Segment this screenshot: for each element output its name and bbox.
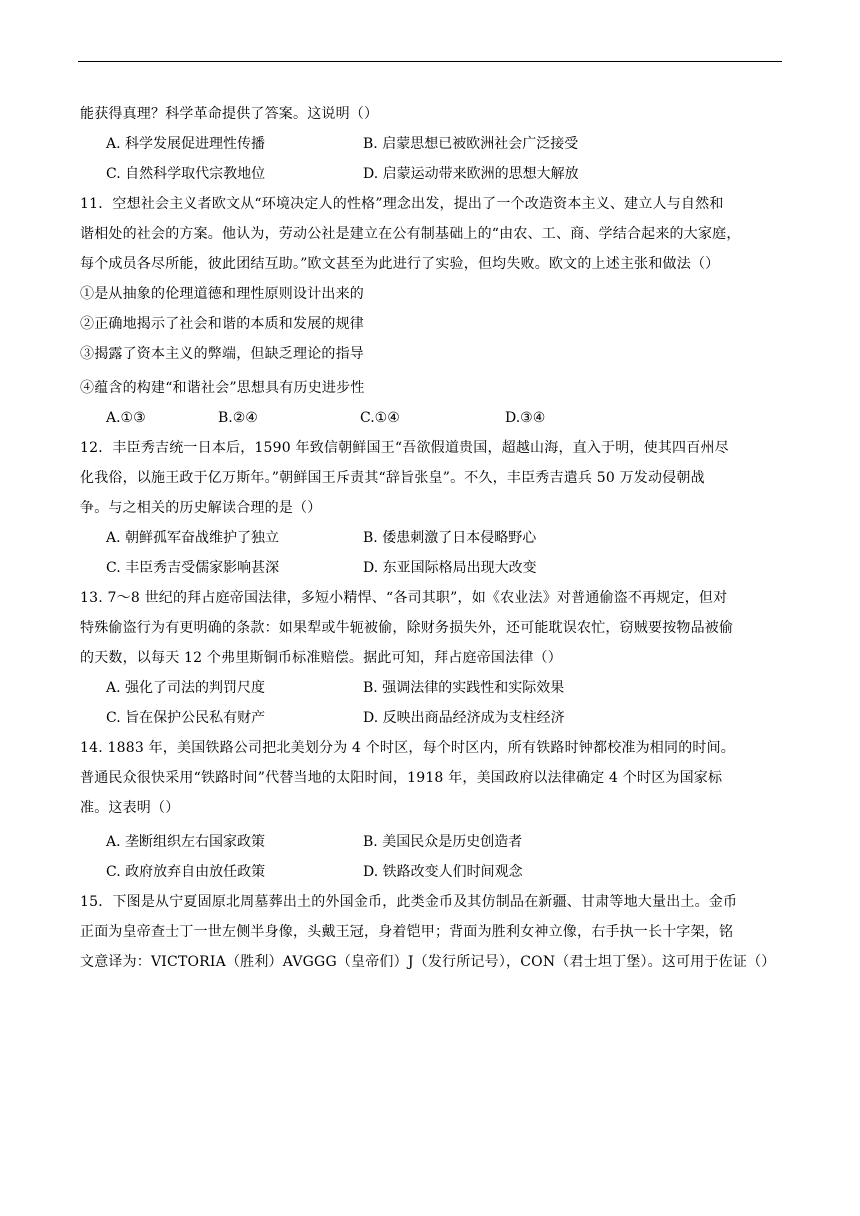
q14-options-row-1: [80, 827, 780, 857]
q14-stem-line: 14. 1883 年，美国铁路公司把北美划分为 4 个时区，每个时区内，所有铁路时钟都校准为相同的时间。: [80, 740, 735, 756]
q11-statement-4: ④蕴含的构建“和谐社会”思想具有历史进步性: [80, 380, 365, 396]
header-rule: [78, 61, 782, 62]
q14-option-c: C. 政府放弃自由放任政策: [106, 864, 266, 880]
q10-option-c: C. 自然科学取代宗教地位: [106, 166, 266, 182]
page-content: [80, 99, 780, 977]
q13-options-row-2: [80, 703, 780, 733]
q13-option-a: A. 强化了司法的判罚尺度: [106, 680, 266, 696]
q13-stem-line: 的天数，以每天 12 个弗里斯铜币标准赔偿。据此可知，拜占庭帝国法律（）: [80, 650, 562, 666]
q11-stem-line: 11．空想社会主义者欧文从“环境决定人的性格”理念出发，提出了一个改造资本主义、建立人与自然和: [80, 196, 724, 212]
q10-options-row-2: [80, 159, 780, 189]
q10-option-a: A. 科学发展促进理性传播: [106, 136, 266, 152]
q11-stem-line: 谐相处的社会的方案。他认为，劳动公社是建立在公有制基础上的“由农、工、商、学结合起来的大家庭，: [80, 226, 741, 242]
q13-option-d: D. 反映出商品经济成为支柱经济: [363, 710, 565, 726]
q11-statement-3: ③揭露了资本主义的弊端，但缺乏理论的指导: [80, 346, 364, 362]
q10-options-row-1: [80, 129, 780, 159]
q11-option-a: A.①③: [106, 410, 146, 426]
q11-option-c: C.①④: [360, 410, 400, 426]
q12-option-c: C. 丰臣秀吉受儒家影响甚深: [106, 560, 280, 576]
q13-option-c: C. 旨在保护公民私有财产: [106, 710, 266, 726]
q13-stem-line: 特殊偷盗行为有更明确的条款：如果犁或牛轭被偷，除财务损失外，还可能耽误农忙，窃贼要按物品被偷: [80, 620, 734, 636]
q11-statement-1: ①是从抽象的伦理道德和理性原则设计出来的: [80, 286, 364, 302]
q15-stem-line: 正面为皇帝查士丁一世左侧半身像，头戴王冠，身着铠甲；背面为胜利女神立像，右手执一长十字架，铭: [80, 924, 734, 940]
q13-option-b: B. 强调法律的实践性和实际效果: [363, 680, 565, 696]
q11-stem-line: 每个成员各尽所能，彼此团结互助。”欧文甚至为此进行了实验，但均失败。欧文的上述主张和做法（）: [80, 256, 720, 272]
q12-stem-line: 争。与之相关的历史解读合理的是（）: [80, 500, 322, 516]
q14-stem-line: 普通民众很快采用“铁路时间”代替当地的太阳时间，1918 年，美国政府以法律确定 4 个时区为国家标: [80, 770, 723, 786]
q12-options-row-2: [80, 553, 780, 583]
q12-options-row-1: [80, 523, 780, 553]
q12-stem-line: 化我俗，以施王政于亿万斯年。”朝鲜国王斥责其“辞旨张皇”。不久，丰臣秀吉遣兵 50 万发动侵朝战: [80, 470, 705, 486]
q14-option-a: A. 垄断组织左右国家政策: [106, 834, 266, 850]
q13-stem-line: 13. 7～8 世纪的拜占庭帝国法律，多短小精悍、“各司其职”，如《农业法》对普通偷盗不再规定，但对: [80, 590, 728, 606]
q11-option-b: B.②④: [218, 410, 258, 426]
q14-option-b: B. 美国民众是历史创造者: [363, 834, 523, 850]
q12-stem-line: 12．丰臣秀吉统一日本后，1590 年致信朝鲜国王“吾欲假道贵国，超越山海，直入于明，使其四百州尽: [80, 440, 729, 456]
q12-option-b: B. 倭患刺激了日本侵略野心: [363, 530, 537, 546]
q11-option-d: D.③④: [505, 410, 546, 426]
q10-option-b: B. 启蒙思想已被欧洲社会广泛接受: [363, 136, 579, 152]
q14-stem-line: 准。这表明（）: [80, 800, 180, 816]
q15-stem-line: 文意译为：VICTORIA（胜利）AVGGG（皇帝们）J（发行所记号），CON（君士坦丁堡）。这可用于佐证（）: [80, 954, 776, 970]
q14-options-row-2: [80, 857, 780, 887]
q10-option-d: D. 启蒙运动带来欧洲的思想大解放: [363, 166, 579, 182]
q11-statement-2: ②正确地揭示了社会和谐的本质和发展的规律: [80, 316, 364, 332]
q14-option-d: D. 铁路改变人们时间观念: [363, 864, 523, 880]
q10-stem-fragment: 能获得真理？科学革命提供了答案。这说明（）: [80, 106, 379, 122]
q11-options-row: [80, 403, 780, 433]
q12-option-d: D. 东亚国际格局出现大改变: [363, 560, 537, 576]
q15-stem-line: 15．下图是从宁夏固原北周墓葬出土的外国金币，此类金币及其仿制品在新疆、甘肃等地大量出土。金币: [80, 894, 738, 910]
q13-options-row-1: [80, 673, 780, 703]
q12-option-a: A. 朝鲜孤军奋战维护了独立: [106, 530, 280, 546]
